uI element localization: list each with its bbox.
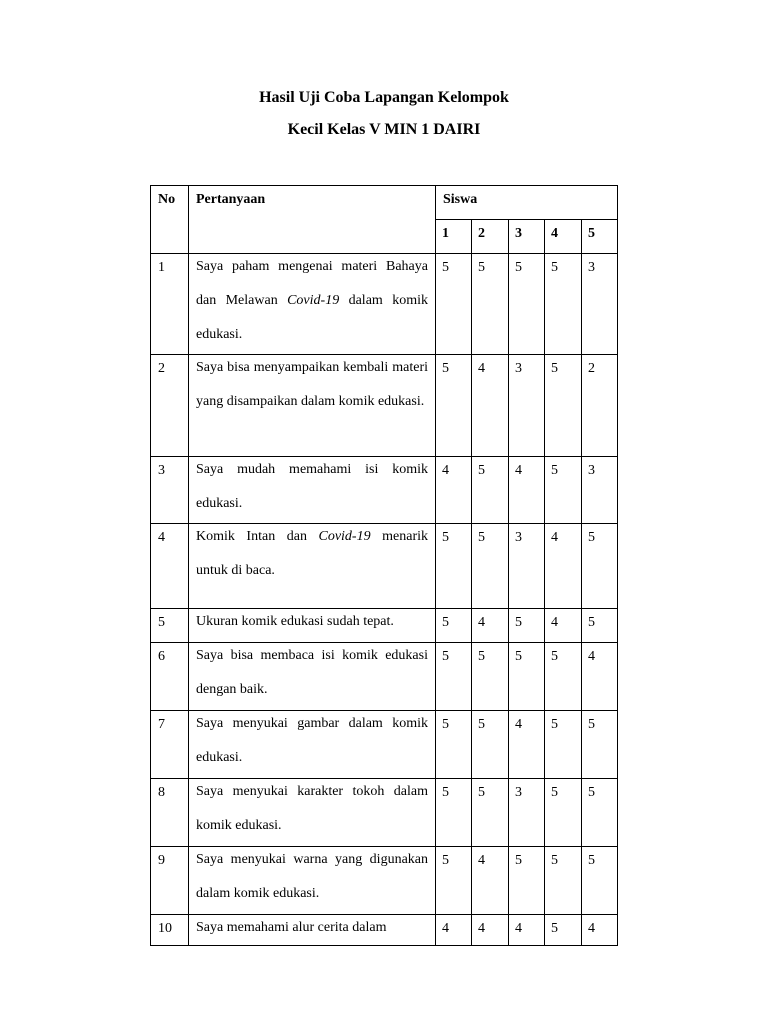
score-student-4: 5 — [545, 254, 582, 355]
score-student-2: 5 — [472, 254, 509, 355]
score-student-2: 5 — [472, 711, 509, 779]
score-student-5: 5 — [582, 711, 618, 779]
score-student-2: 4 — [472, 355, 509, 457]
table-row — [151, 254, 618, 355]
question-text — [196, 843, 428, 911]
score-student-1: 5 — [436, 711, 472, 779]
score-student-5: 4 — [582, 643, 618, 711]
header-student-3: 3 — [509, 220, 545, 254]
score-student-4: 4 — [545, 609, 582, 643]
question-text — [196, 639, 428, 707]
score-student-4: 5 — [545, 643, 582, 711]
table-row — [151, 711, 618, 779]
header-student-2: 2 — [472, 220, 509, 254]
question-text — [196, 707, 428, 775]
question-italic-term: Covid-19 — [318, 529, 371, 544]
table-row — [151, 524, 618, 609]
question-segment: Komik Intan dan — [196, 529, 319, 544]
score-student-3: 4 — [509, 915, 545, 946]
score-student-4: 5 — [545, 711, 582, 779]
score-student-1: 5 — [436, 524, 472, 609]
question-segment: Saya bisa membaca isi komik edukasi dengan baik. — [196, 648, 428, 697]
score-student-3: 3 — [509, 779, 545, 847]
table-row — [151, 643, 618, 711]
question-text — [196, 605, 428, 639]
table-row — [151, 779, 618, 847]
row-question — [189, 524, 436, 609]
header-student-1: 1 — [436, 220, 472, 254]
document-title-line-2: Kecil Kelas V MIN 1 DAIRI — [287, 121, 481, 138]
score-student-3: 5 — [509, 847, 545, 915]
question-text — [196, 911, 428, 945]
score-student-3: 4 — [509, 711, 545, 779]
score-student-5: 5 — [582, 609, 618, 643]
score-student-4: 4 — [545, 524, 582, 609]
row-number: 8 — [151, 779, 189, 847]
score-student-4: 5 — [545, 915, 582, 946]
question-segment: Saya mudah memahami isi komik edukasi. — [196, 462, 428, 511]
results-table — [150, 185, 618, 946]
score-student-3: 3 — [509, 355, 545, 457]
row-question — [189, 609, 436, 643]
row-number: 9 — [151, 847, 189, 915]
score-student-4: 5 — [545, 847, 582, 915]
question-text — [196, 351, 428, 419]
question-text — [196, 250, 428, 352]
question-segment: Ukuran komik edukasi sudah tepat. — [196, 614, 394, 629]
score-student-1: 5 — [436, 643, 472, 711]
score-student-4: 5 — [545, 355, 582, 457]
row-question — [189, 643, 436, 711]
row-question — [189, 779, 436, 847]
score-student-5: 5 — [582, 847, 618, 915]
score-student-5: 3 — [582, 457, 618, 524]
header-no: No — [151, 186, 189, 254]
row-number: 1 — [151, 254, 189, 355]
table-row — [151, 355, 618, 457]
row-number: 2 — [151, 355, 189, 457]
header-question: Pertanyaan — [189, 186, 436, 254]
score-student-5: 4 — [582, 915, 618, 946]
row-number: 7 — [151, 711, 189, 779]
question-segment: dalam komik edukasi. — [196, 293, 428, 342]
score-student-3: 5 — [509, 254, 545, 355]
score-student-3: 4 — [509, 457, 545, 524]
header-student-5: 5 — [582, 220, 618, 254]
score-student-5: 5 — [582, 524, 618, 609]
document-title-line-1: Hasil Uji Coba Lapangan Kelompok — [259, 89, 509, 106]
score-student-2: 5 — [472, 779, 509, 847]
row-question — [189, 254, 436, 355]
score-student-1: 4 — [436, 915, 472, 946]
header-student-4: 4 — [545, 220, 582, 254]
score-student-4: 5 — [545, 779, 582, 847]
score-student-5: 2 — [582, 355, 618, 457]
row-number: 3 — [151, 457, 189, 524]
question-segment: Saya menyukai gambar dalam komik edukasi. — [196, 716, 428, 765]
row-number: 5 — [151, 609, 189, 643]
row-question — [189, 355, 436, 457]
question-segment: Saya memahami alur cerita dalam — [196, 920, 387, 935]
question-segment: Saya menyukai karakter tokoh dalam komik edukasi. — [196, 784, 428, 833]
row-question — [189, 847, 436, 915]
question-italic-term: Covid-19 — [287, 293, 340, 308]
row-question — [189, 915, 436, 946]
table-row — [151, 847, 618, 915]
score-student-4: 5 — [545, 457, 582, 524]
score-student-3: 5 — [509, 609, 545, 643]
table-row — [151, 609, 618, 643]
score-student-1: 5 — [436, 355, 472, 457]
score-student-2: 5 — [472, 524, 509, 609]
table-row — [151, 915, 618, 946]
score-student-2: 4 — [472, 847, 509, 915]
score-student-1: 5 — [436, 779, 472, 847]
row-number: 10 — [151, 915, 189, 946]
header-students: Siswa — [436, 186, 618, 220]
score-student-1: 5 — [436, 847, 472, 915]
table-row — [151, 457, 618, 524]
score-student-1: 5 — [436, 254, 472, 355]
score-student-5: 3 — [582, 254, 618, 355]
question-segment: Saya bisa menyampaikan kembali materi yang disampaikan dalam komik edukasi. — [196, 360, 428, 409]
row-question — [189, 711, 436, 779]
score-student-2: 4 — [472, 915, 509, 946]
score-student-3: 5 — [509, 643, 545, 711]
question-text — [196, 520, 428, 588]
question-segment: Saya menyukai warna yang digunakan dalam komik edukasi. — [196, 852, 428, 901]
question-segment: Saya paham mengenai materi Bahaya dan Melawan — [196, 259, 428, 308]
question-text — [196, 775, 428, 843]
question-text — [196, 453, 428, 521]
question-segment: menarik untuk di baca. — [196, 529, 428, 578]
score-student-1: 5 — [436, 609, 472, 643]
score-student-5: 5 — [582, 779, 618, 847]
score-student-3: 3 — [509, 524, 545, 609]
score-student-2: 5 — [472, 457, 509, 524]
score-student-2: 4 — [472, 609, 509, 643]
score-student-2: 5 — [472, 643, 509, 711]
row-number: 6 — [151, 643, 189, 711]
row-question — [189, 457, 436, 524]
score-student-1: 4 — [436, 457, 472, 524]
row-number: 4 — [151, 524, 189, 609]
